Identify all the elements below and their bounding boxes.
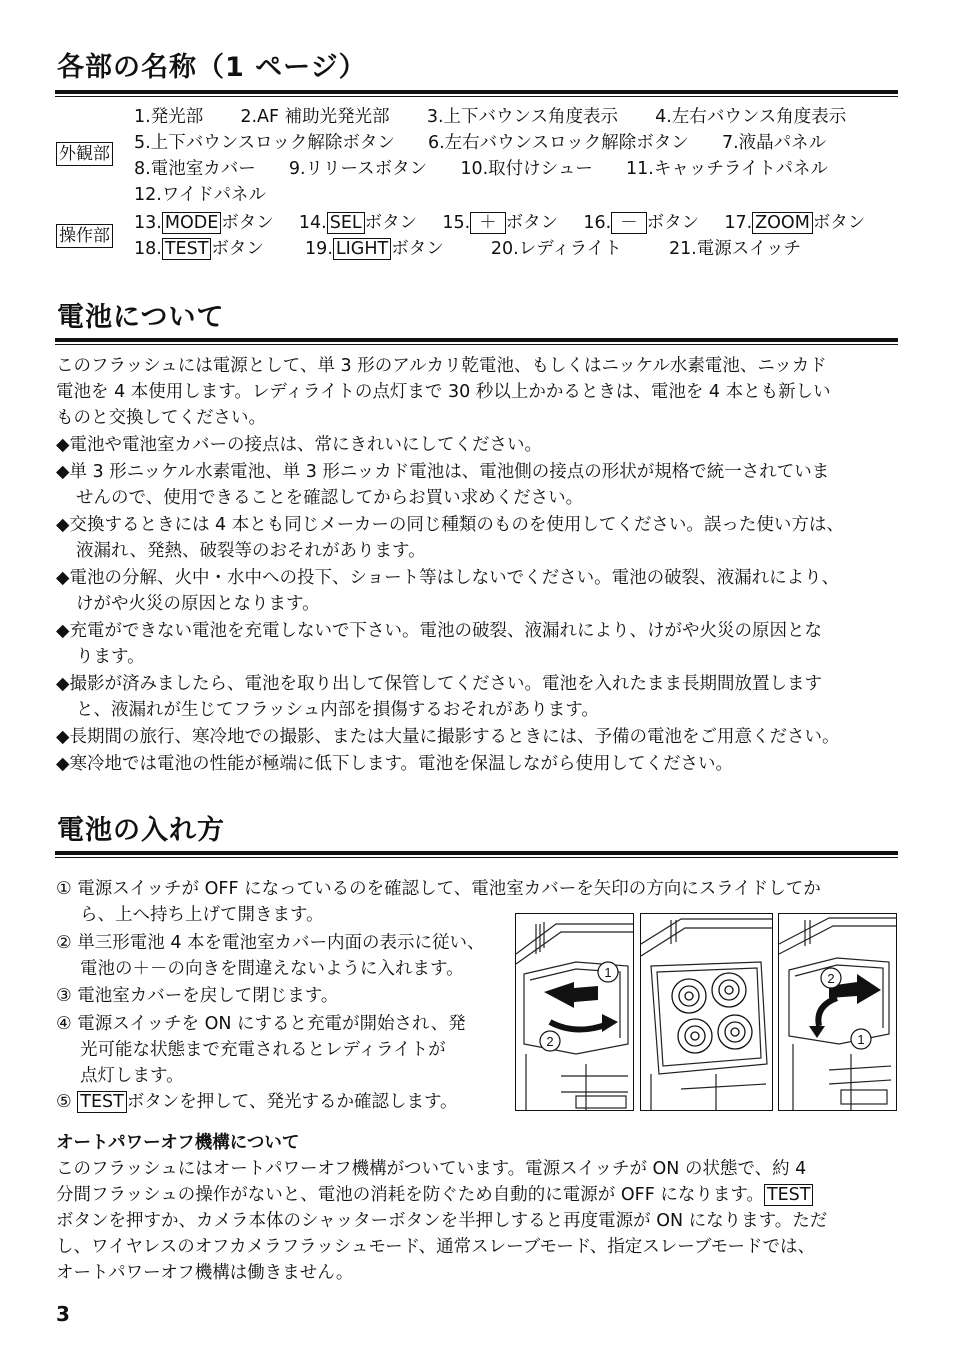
op-17-suffix: ボタン [812, 213, 866, 233]
part-3: 3.上下バウンス角度表示 [426, 107, 618, 127]
section-title-insert: 電池の入れ方 [57, 815, 225, 846]
battery-intro-line: ものと交換してください。 [56, 408, 266, 428]
test-key-label: TEST [162, 238, 212, 260]
bullet-item [56, 751, 906, 777]
part-9: 9.リリースボタン [288, 159, 428, 179]
section-title-part-names: 各部の名称（1 ページ） [57, 52, 367, 83]
operation-label: 操作部 [56, 224, 113, 248]
op-17-num: 17. [724, 213, 753, 233]
op-19-num: 19. [305, 239, 333, 259]
bullet-line: ◆寒冷地では電池の性能が極端に低下します。電池を保温しながら使用してください。 [56, 754, 734, 774]
bullet-line: ◆電池の分解、火中・水中への投下、ショート等はしないでください。電池の破裂、液漏れにより、 [56, 568, 840, 588]
insert-rule-thin [55, 857, 898, 858]
part-6: 6.左右バウンスロック解除ボタン [427, 133, 689, 153]
light-key-label: LIGHT [333, 238, 391, 260]
part-8: 8.電池室カバー [134, 159, 256, 179]
step-line: ① 電源スイッチが OFF になっているのを確認して、電池室カバーを矢印の方向にスライドしてか [56, 879, 821, 899]
bullet-line: せんので、使用できることを確認してからお買い求めください。 [76, 488, 584, 508]
operation-line-1 [134, 210, 865, 236]
zoom-key-label: ZOOM [752, 212, 813, 234]
part-10: 10.取付けシュー [460, 159, 593, 179]
page-number: 3 [56, 1302, 70, 1326]
bullet-item [56, 459, 906, 511]
title-rule-thick [55, 90, 898, 94]
title-rule-thin [55, 96, 898, 97]
operation-line-2 [134, 236, 801, 262]
step-5-prefix: ⑤ [56, 1092, 78, 1112]
figure-close-cover [778, 913, 897, 1111]
op-18-suffix: ボタン [211, 239, 264, 259]
battery-intro [56, 353, 901, 431]
op-15-suffix: ボタン [505, 213, 559, 233]
battery-compartment-illustration [641, 914, 772, 1110]
plus-key-label: ＋ [470, 212, 506, 234]
bullet-line: ◆長期間の旅行、寒冷地での撮影、または大量に撮影するときには、予備の電池をご用意ください。 [56, 727, 840, 747]
fig-label-2: 2 [827, 971, 835, 986]
bullet-line: ◆単 3 形ニッケル水素電池、単 3 形ニッカド電池は、電池側の接点の形状が規格で統一されていま [56, 462, 830, 482]
minus-key-label: － [611, 212, 647, 234]
op-14-num: 14. [298, 213, 327, 233]
exterior-line-3 [134, 156, 828, 182]
bullet-line: ◆撮影が済みましたら、電池を取り出して保管してください。電池を入れたまま長期間放置します [56, 674, 822, 694]
op-16-suffix: ボタン [646, 213, 700, 233]
autooff-line: オートパワーオフ機構は働きません。 [56, 1263, 354, 1283]
autooff-line: ボタンを押すか、カメラ本体のシャッターボタンを半押しすると再度電源が ON になります。ただ [56, 1211, 828, 1231]
bullet-line: 液漏れ、発熱、破裂等のおそれがあります。 [76, 541, 426, 561]
step-3 [56, 983, 540, 1009]
bullet-line: と、液漏れが生じてフラッシュ内部を損傷するおそれがあります。 [76, 700, 599, 720]
part-5: 5.上下バウンスロック解除ボタン [134, 133, 395, 153]
bullet-item [56, 671, 906, 723]
bullet-line: ◆充電ができない電池を充電しないで下さい。電池の破裂、液漏れにより、けがや火災の原因とな [56, 621, 822, 641]
bullet-line: ◆電池や電池室カバーの接点は、常にきれいにしてください。 [56, 435, 542, 455]
step-5 [56, 1089, 458, 1115]
step-line: ④ 電源スイッチを ON にすると充電が開始され、発 [56, 1014, 466, 1034]
exterior-label: 外観部 [56, 142, 113, 166]
part-7: 7.液晶パネル [721, 133, 827, 153]
mode-key-label: MODE [162, 212, 221, 234]
bullet-item [56, 724, 906, 750]
autooff-line: し、ワイヤレスのオフカメラフラッシュモード、通常スレーブモード、指定スレーブモードでは、 [56, 1237, 815, 1257]
bullet-item [56, 618, 906, 670]
fig-label-2: 2 [546, 1034, 554, 1049]
step-4 [56, 1011, 540, 1089]
fig-label-1: 1 [857, 1032, 865, 1047]
step-line: 点灯します。 [80, 1066, 184, 1086]
figure-open-cover [515, 913, 634, 1111]
autooff-line [56, 1182, 901, 1208]
exterior-line-2 [134, 130, 826, 156]
autooff-line2-text: 分間フラッシュの操作がないと、電池の消耗を防ぐため自動的に電源が OFF になります。 [56, 1185, 764, 1205]
part-2: 2.AF 補助光発光部 [240, 107, 390, 127]
op-18-num: 18. [134, 239, 162, 259]
bullet-line: けがや火災の原因となります。 [76, 594, 320, 614]
figure-batteries [640, 913, 773, 1111]
autooff-body [56, 1156, 901, 1286]
step-line: 電池の＋－の向きを間違えないように入れます。 [80, 959, 464, 979]
step-line: 光可能な状態まで充電されるとレディライトが [80, 1040, 446, 1060]
fig-label-1: 1 [604, 965, 612, 980]
bullet-item [56, 432, 906, 458]
battery-intro-line: このフラッシュには電源として、単 3 形のアルカリ乾電池、もしくはニッケル水素電池、ニッカド [56, 356, 827, 376]
battery-rule-thick [55, 338, 898, 342]
exterior-line-4 [134, 182, 266, 208]
battery-intro-line: 電池を 4 本使用します。レディライトの点灯まで 30 秒以上かかるときは、電池を 4 本とも新しい [56, 382, 831, 402]
step-line: ② 単三形電池 4 本を電池室カバー内面の表示に従い、 [56, 933, 485, 953]
op-16-num: 16. [583, 213, 612, 233]
sel-key-label: SEL [327, 212, 365, 234]
bullet-item [56, 512, 906, 564]
battery-bullets [56, 432, 906, 777]
bullet-line: ◆交換するときには 4 本とも同じメーカーの同じ種類のものを使用してください。誤った使い方は、 [56, 515, 844, 535]
insert-rule-thick [55, 851, 898, 855]
part-11: 11.キャッチライトパネル [625, 159, 828, 179]
step-line: ら、上へ持ち上げて開きます。 [80, 905, 324, 925]
step-5-suffix: ボタンを押して、発光するか確認します。 [126, 1092, 458, 1112]
test-key-label: TEST [764, 1184, 814, 1206]
flash-close-illustration [779, 914, 896, 1110]
bullet-item [56, 565, 906, 617]
flash-open-illustration [516, 914, 633, 1110]
autooff-heading: オートパワーオフ機構について [56, 1133, 300, 1153]
step-2 [56, 930, 540, 982]
step-line: ③ 電池室カバーを戻して閉じます。 [56, 986, 339, 1006]
op-19-suffix: ボタン [391, 239, 444, 259]
op-13-num: 13. [134, 213, 162, 233]
part-12: 12.ワイドパネル [134, 185, 266, 205]
op-21: 21.電源スイッチ [668, 239, 802, 259]
battery-rule-thin [55, 344, 898, 345]
test-key-label: TEST [77, 1091, 127, 1113]
op-13-suffix: ボタン [221, 213, 274, 233]
op-20: 20.レディライト [490, 239, 622, 259]
op-14-suffix: ボタン [364, 213, 418, 233]
op-15-num: 15. [442, 213, 471, 233]
bullet-line: ります。 [76, 647, 145, 667]
section-title-battery: 電池について [57, 302, 225, 333]
autooff-line: このフラッシュにはオートパワーオフ機構がついています。電源スイッチが ON の状態で、約 4 [56, 1159, 807, 1179]
exterior-line-1 [134, 104, 846, 130]
part-4: 4.左右バウンス角度表示 [655, 107, 847, 127]
part-1: 1.発光部 [134, 107, 204, 127]
